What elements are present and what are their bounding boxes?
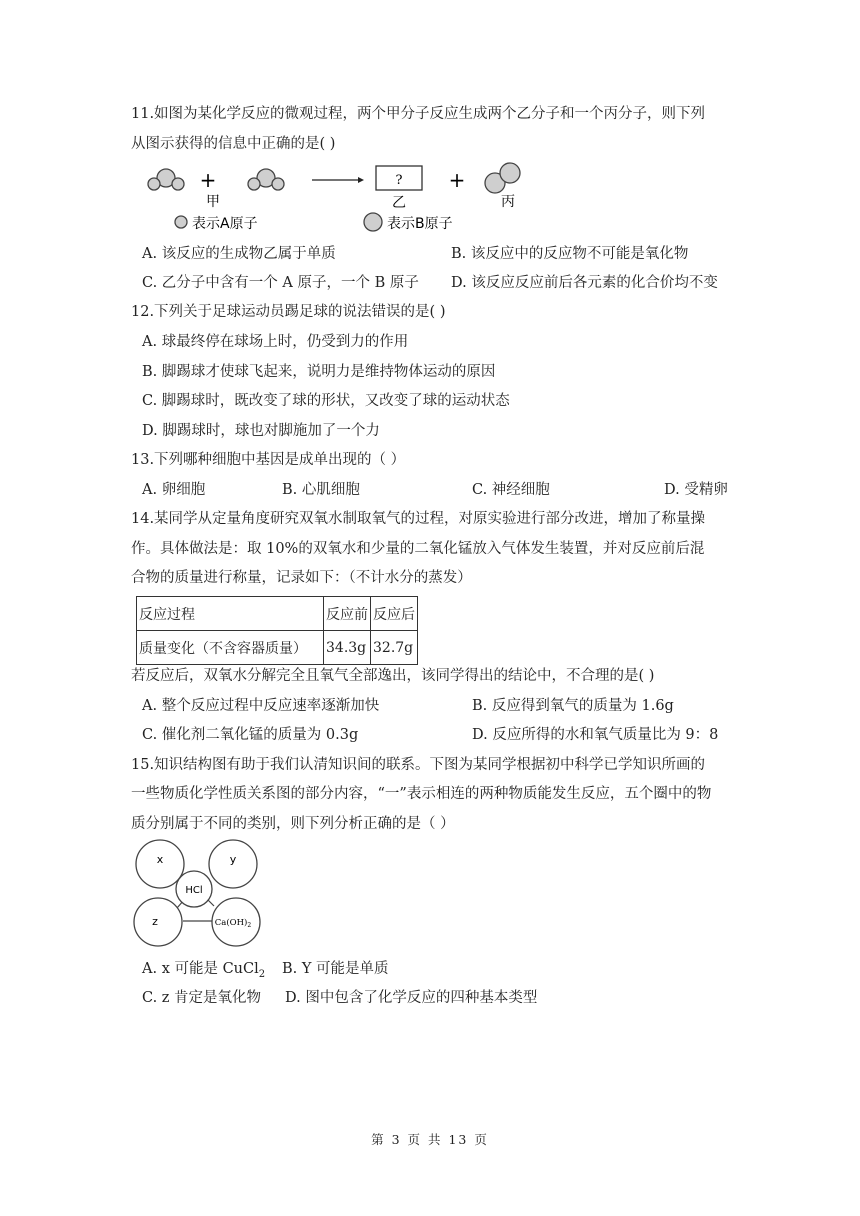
- q11-stem-line2: 从图示获得的信息中正确的是( ): [131, 136, 336, 152]
- table-cell-before-value: 34.3g: [324, 631, 371, 665]
- q11-reaction-figure: [140, 158, 540, 240]
- q13-option-c: C. 神经细胞: [472, 482, 550, 498]
- q11-option-c: C. 乙分子中含有一个 A 原子，一个 B 原子: [142, 275, 419, 291]
- molecule-jia-2: [248, 169, 284, 190]
- q11-option-d: D. 该反应反应前后各元素的化合价均不变: [451, 275, 718, 291]
- q12-stem: 12.下列关于足球运动员踢足球的说法错误的是( ): [131, 304, 446, 320]
- label-hcl: HCl: [185, 885, 203, 896]
- q15-option-a-text: A. x 可能是 CuCl: [142, 961, 259, 977]
- q11-option-b: B. 该反应中的反应物不可能是氧化物: [451, 246, 689, 262]
- legend-a-atom-icon: [175, 216, 187, 228]
- table-header-process: 反应过程: [137, 597, 324, 631]
- q11-stem-line1: 11.如图为某化学反应的微观过程，两个甲分子反应生成两个乙分子和一个丙分子，则下列: [131, 106, 706, 122]
- label-x: x: [156, 853, 164, 866]
- table-header-before: 反应前: [324, 597, 371, 631]
- label-bing: 丙: [501, 194, 515, 210]
- q13-option-d: D. 受精卵: [664, 482, 728, 498]
- page-footer: 第 3 页 共 13 页: [371, 1132, 489, 1147]
- q15-option-c: C. z 肯定是氧化物: [142, 990, 262, 1006]
- q13-option-a: A. 卵细胞: [142, 482, 206, 498]
- label-jia: 甲: [206, 194, 220, 210]
- q15-option-a-subscript: 2: [258, 968, 266, 980]
- q14-stem-line4: 若反应后，双氧水分解完全且氧气全部逸出，该同学得出的结论中，不合理的是( ): [131, 668, 655, 684]
- legend-b-text: 表示B原子: [387, 216, 453, 232]
- reaction-arrow: [312, 177, 364, 183]
- q15-option-d: D. 图中包含了化学反应的四种基本类型: [285, 990, 538, 1006]
- q12-option-a: A. 球最终停在球场上时，仍受到力的作用: [142, 334, 409, 350]
- q14-option-c: C. 催化剂二氧化锰的质量为 0.3g: [142, 727, 359, 743]
- label-yi: 乙: [392, 195, 406, 211]
- q15-relation-diagram: [132, 838, 267, 948]
- q15-stem-line1: 15.知识结构图有助于我们认清知识间的联系。下图为某同学根据初中科学已学知识所画的: [131, 757, 706, 773]
- box-question-mark: ?: [395, 173, 403, 188]
- plus-sign-2: +: [448, 168, 466, 192]
- label-caoh2: [215, 917, 252, 929]
- circle-z: [134, 898, 182, 946]
- q14-option-a: A. 整个反应过程中反应速率逐渐加快: [142, 698, 380, 714]
- q14-option-b: B. 反应得到氧气的质量为 1.6g: [472, 698, 674, 714]
- table-cell-after-value: 32.7g: [371, 631, 418, 665]
- legend-b-atom-icon: [364, 213, 382, 231]
- table-row: [137, 597, 418, 631]
- plus-sign-1: +: [199, 168, 217, 192]
- q14-option-d: D. 反应所得的水和氧气质量比为 9：8: [472, 727, 719, 743]
- q12-option-b: B. 脚踢球才使球飞起来，说明力是维持物体运动的原因: [142, 364, 496, 380]
- label-caoh2-main: Ca(OH): [214, 918, 248, 928]
- q15-stem-line2: 一些物质化学性质关系图的部分内容，“一”表示相连的两种物质能发生反应，五个圈中的物: [131, 786, 712, 802]
- label-y: y: [229, 853, 237, 866]
- q15-option-a: [142, 959, 265, 985]
- label-z: z: [152, 915, 158, 928]
- q15-option-b: B. Y 可能是单质: [282, 961, 389, 977]
- q12-option-d: D. 脚踢球时，球也对脚施加了一个力: [142, 423, 380, 439]
- table-header-after: 反应后: [371, 597, 418, 631]
- table-cell-mass-change: 质量变化（不含容器质量）: [137, 631, 324, 665]
- q14-stem-line3: 合物的质量进行称量，记录如下：（不计水分的蒸发）: [131, 570, 472, 586]
- q12-option-c: C. 脚踢球时，既改变了球的形状，又改变了球的运动状态: [142, 393, 510, 409]
- q14-mass-table: [136, 596, 418, 665]
- q13-stem: 13.下列哪种细胞中基因是成单出现的（ ）: [131, 452, 406, 468]
- table-row: [137, 631, 418, 665]
- q14-stem-line2: 作。具体做法是：取 10%的双氧水和少量的二氧化锰放入气体发生装置，并对反应前后混: [131, 541, 705, 557]
- q14-stem-line1: 14.某同学从定量角度研究双氧水制取氧气的过程，对原实验进行部分改进，增加了称量操: [131, 511, 706, 527]
- q15-stem-line3: 质分别属于不同的类别，则下列分析正确的是（ ）: [131, 816, 455, 832]
- molecule-jia-1: [148, 169, 184, 190]
- legend-a-text: 表示A原子: [192, 216, 258, 232]
- q11-option-a: A. 该反应的生成物乙属于单质: [142, 246, 336, 262]
- label-caoh2-sub: 2: [247, 922, 252, 929]
- molecule-bing: [485, 163, 520, 193]
- q13-option-b: B. 心肌细胞: [282, 482, 360, 498]
